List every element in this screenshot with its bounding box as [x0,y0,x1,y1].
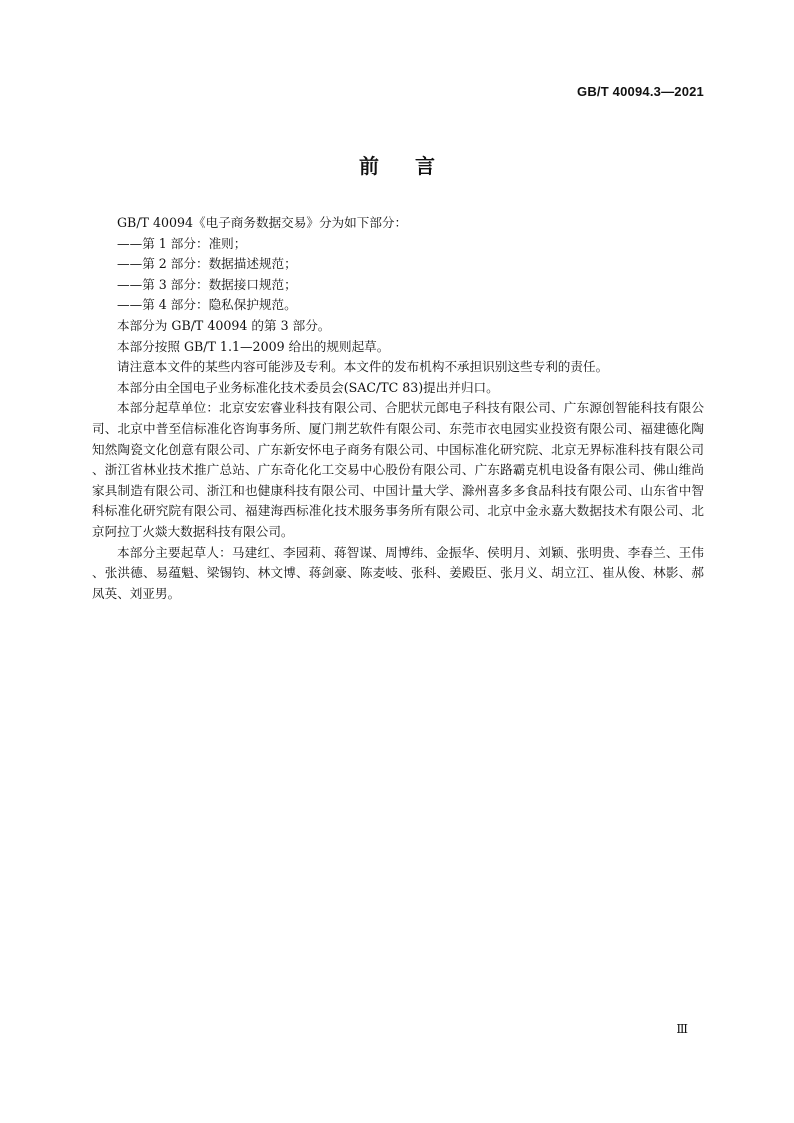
foreword-body [92,213,704,604]
part-list-item: ——第 2 部分：数据描述规范； [117,256,297,272]
page-title: 前言 [359,154,471,178]
proposer-statement: 本部分由全国电子业务标准化技术委员会(SAC/TC 83)提出并归口。 [117,379,499,395]
part-statement: 本部分为 GB/T 40094 的第 3 部分。 [117,317,331,333]
patent-statement: 请注意本文件的某些内容可能涉及专利。本文件的发布机构不承担识别这些专利的责任。 [117,359,609,375]
part-list-item: ——第 4 部分：隐私保护规范。 [117,297,297,313]
part-list-item: ——第 3 部分：数据接口规范； [117,276,297,292]
drafting-units: 本部分起草单位：北京安宏睿业科技有限公司、合肥状元郎电子科技有限公司、广东源创智能科技有限公司、北京中普至信标准化咨询事务所、厦门荆艺软件有限公司、东莞市衣电园实业投资有限公司、福建德化陶知然陶瓷文化创意有限公司、广东新安怀电子商务有限公司、中国标准化研究院、北京无界标准科技有限公司、浙江省林业技术推广总站、广东奇化化工交易中心股份有限公司、广东路霸克机电设备有限公司、佛山维尚家具制造有限公司、浙江和也健康科技有限公司、中国计量大学、滁州喜多多食品科技有限公司、山东省中智科标准化研究院有限公司、福建海西标准化技术服务事务所有限公司、北京中金永嘉大数据技术有限公司、北京阿拉丁火燚大数据科技有限公司。 [92,400,704,539]
intro-paragraph: GB/T 40094《电子商务数据交易》分为如下部分： [117,215,408,230]
page-number: Ⅲ [676,1022,688,1036]
part-list-item: ——第 1 部分：准则； [117,235,247,251]
standard-code: GB/T 40094.3—2021 [577,84,704,99]
drafters: 本部分主要起草人：马建红、李园莉、蒋智谋、周博纬、金振华、侯明月、刘颖、张明贵、李春兰、王伟、张洪德、易蕴魁、梁锡钧、林文博、蒋剑豪、陈麦岐、张科、姜殿臣、张月义、胡立江、崔从俊、林影、郝凤英、刘亚男。 [92,544,704,601]
rule-statement: 本部分按照 GB/T 1.1—2009 给出的规则起草。 [117,338,390,354]
